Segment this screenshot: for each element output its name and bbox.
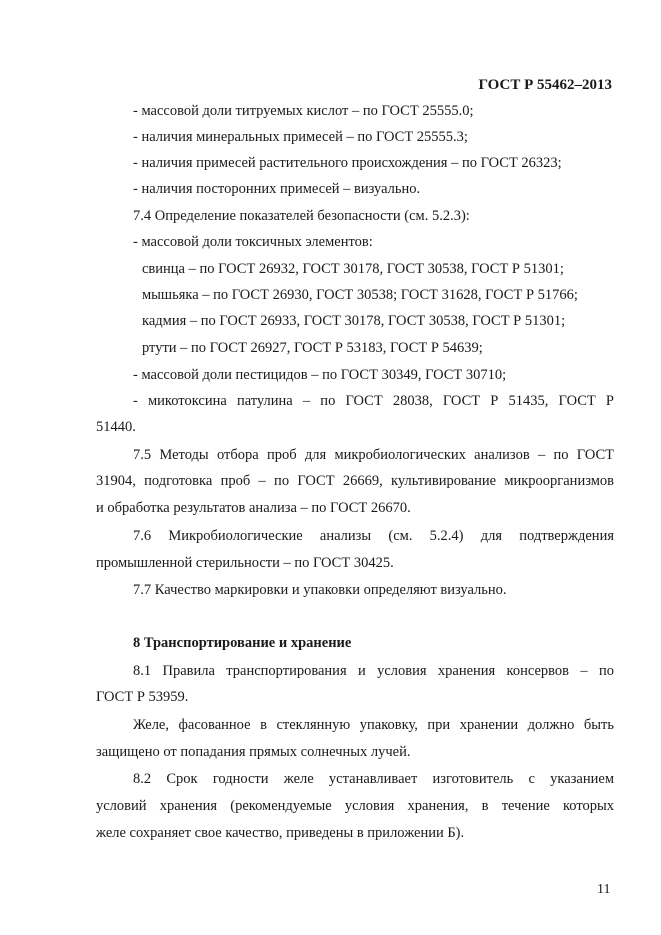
text-line: мышьяка – по ГОСТ 26930, ГОСТ 30538; ГОСТ 31628, ГОСТ Р 51766; [142, 287, 578, 303]
text-line-justified: условий хранения (рекомендуемые условия хранения, в течение которых [96, 798, 614, 814]
text-line: - массовой доли титруемых кислот – по ГОСТ 25555.0; [133, 103, 474, 119]
text-line: - наличия минеральных примесей – по ГОСТ 25555.3; [133, 129, 468, 145]
text-line: - массовой доли пестицидов – по ГОСТ 30349, ГОСТ 30710; [133, 367, 507, 383]
text-line-justified: 31904, подготовка проб – по ГОСТ 26669, культивирование микроорганизмов [96, 473, 614, 489]
text-line: свинца – по ГОСТ 26932, ГОСТ 30178, ГОСТ 30538, ГОСТ Р 51301; [142, 261, 564, 277]
text-line: и обработка результатов анализа – по ГОСТ 26670. [96, 500, 411, 516]
text-line-justified: 8.2 Срок годности желе устанавливает изготовитель с указанием [133, 771, 614, 787]
section-heading: 8 Транспортирование и хранение [133, 635, 352, 651]
text-line-justified: 7.6 Микробиологические анализы (см. 5.2.4) для подтверждения [133, 528, 614, 544]
text-line-justified: 8.1 Правила транспортирования и условия хранения консервов – по [133, 663, 614, 679]
text-line: 7.7 Качество маркировки и упаковки определяют визуально. [133, 582, 507, 598]
text-line: - наличия примесей растительного происхождения – по ГОСТ 26323; [133, 155, 562, 171]
text-line: желе сохраняет свое качество, приведены в приложении Б). [96, 825, 465, 841]
text-line: 7.4 Определение показателей безопасности (см. 5.2.3): [133, 208, 470, 224]
text-line-justified: 7.5 Методы отбора проб для микробиологических анализов – по ГОСТ [133, 447, 614, 463]
text-line: - массовой доли токсичных элементов: [133, 234, 373, 250]
text-line-justified: Желе, фасованное в стеклянную упаковку, при хранении должно быть [133, 717, 614, 733]
text-line: 51440. [96, 419, 136, 435]
document-id-header: ГОСТ Р 55462–2013 [478, 77, 612, 93]
text-line: защищено от попадания прямых солнечных лучей. [96, 744, 411, 760]
text-line-justified: - микотоксина патулина – по ГОСТ 28038, ГОСТ Р 51435, ГОСТ Р [133, 393, 614, 409]
text-line: промышленной стерильности – по ГОСТ 30425. [96, 555, 394, 571]
text-line: ГОСТ Р 53959. [96, 689, 189, 705]
text-line: ртути – по ГОСТ 26927, ГОСТ Р 53183, ГОСТ Р 54639; [142, 340, 483, 356]
text-line: кадмия – по ГОСТ 26933, ГОСТ 30178, ГОСТ 30538, ГОСТ Р 51301; [142, 313, 566, 329]
text-line: - наличия посторонних примесей – визуально. [133, 181, 421, 197]
page-number: 11 [597, 882, 611, 897]
